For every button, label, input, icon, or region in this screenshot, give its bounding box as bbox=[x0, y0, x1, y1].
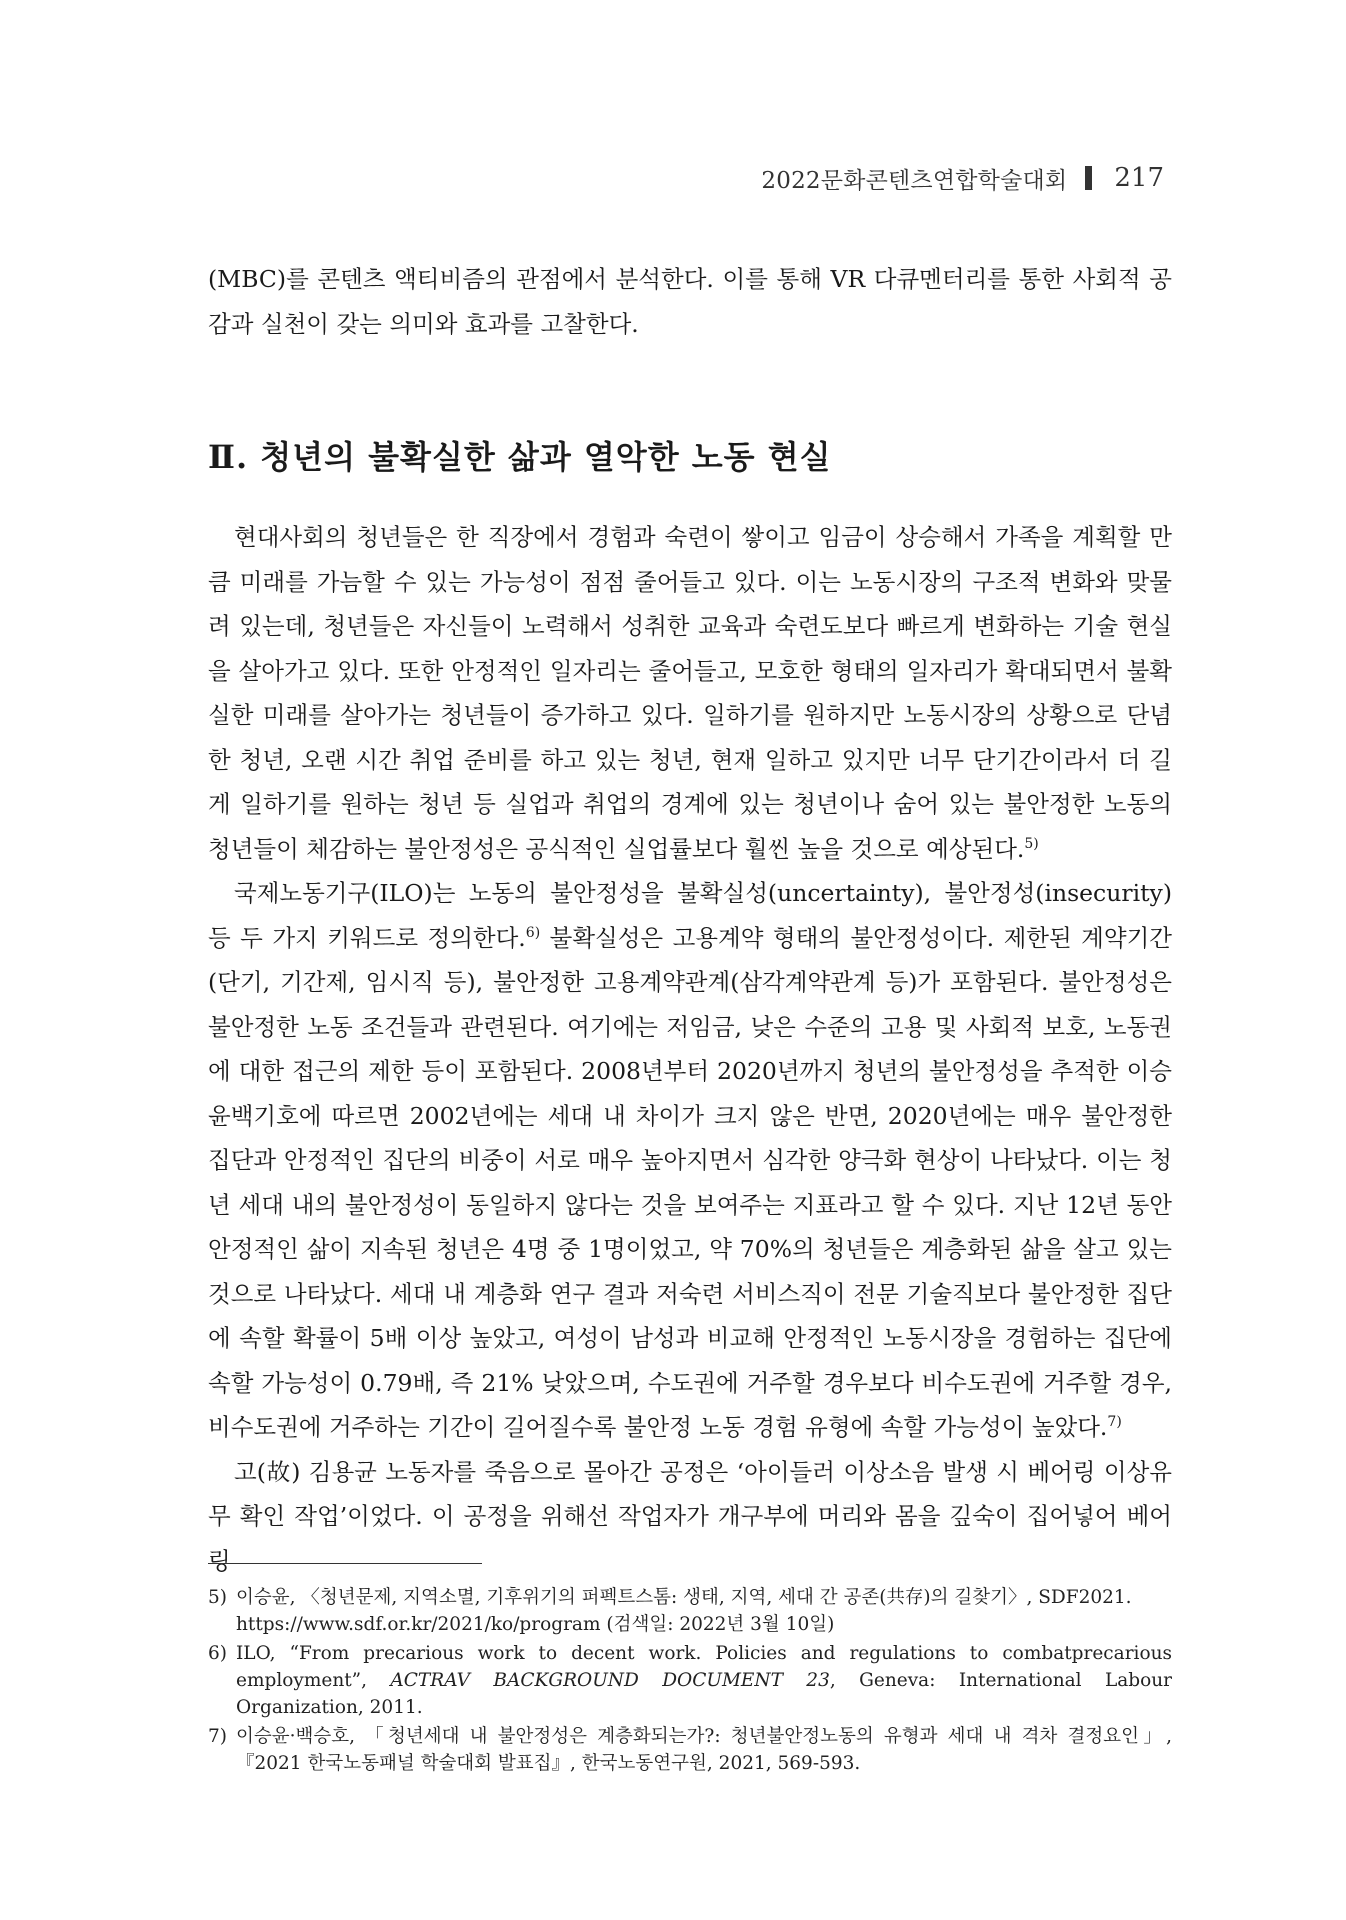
footnote-number: 6) bbox=[208, 1643, 227, 1664]
footnote-separator bbox=[208, 1563, 482, 1564]
footnote-document-title: ACTRAV BACKGROUND DOCUMENT 23 bbox=[390, 1670, 830, 1691]
intro-paragraph-block bbox=[208, 257, 1172, 346]
footnote-6 bbox=[208, 1640, 1172, 1721]
paragraph-text: 현대사회의 청년들은 한 직장에서 경험과 숙련이 쌓이고 임금이 상승해서 가족을 계획할 만큼 미래를 가늠할 수 있는 가능성이 점점 줄어들고 있다. 이는 노동시장의 구조적 변화와 맞물려 있는데, 청년들은 자신들이 노력해서 성취한 교육과 숙련도보다 빠르게 변화하는 기술 현실을 살아가고 있다. 또한 안정적인 일자리는 줄어들고, 모호한 형태의 일자리가 확대되면서 불확실한 미래를 살아가는 청년들이 증가하고 있다. 일하기를 원하지만 노동시장의 상황으로 단념한 청년, 오랜 시간 취업 준비를 하고 있는 청년, 현재 일하고 있지만 너무 단기간이라서 더 길게 일하기를 원하는 청년 등 실업과 취업의 경계에 있는 청년이나 숨어 있는 불안정한 노동의 청년들이 체감하는 불안정성은 공식적인 실업률보다 훨씬 높을 것으로 예상된다. bbox=[208, 523, 1172, 863]
footnote-ref-6: 6) bbox=[525, 924, 541, 941]
footnote-number: 5) bbox=[208, 1587, 227, 1608]
header-divider bbox=[1085, 166, 1092, 190]
footnote-number: 7) bbox=[208, 1726, 227, 1747]
running-header bbox=[761, 158, 1164, 198]
footnote-7 bbox=[208, 1723, 1172, 1777]
body-paragraph-2 bbox=[208, 871, 1172, 1450]
intro-paragraph: (MBC)를 콘텐츠 액티비즘의 관점에서 분석한다. 이를 통해 VR 다큐멘터리를 통한 사회적 공감과 실천이 갖는 의미와 효과를 고찰한다. bbox=[208, 265, 1172, 338]
footnote-link: https://www.sdf.or.kr/2021/ko/program (검색일: 2022년 3월 10일) bbox=[236, 1614, 835, 1635]
footnotes bbox=[208, 1584, 1172, 1779]
body-paragraph-1 bbox=[208, 515, 1172, 871]
section-title: Ⅱ. 청년의 불확실한 삶과 열악한 노동 현실 bbox=[208, 438, 832, 476]
footnote-text: 이승윤, 〈청년문제, 지역소멸, 기후위기의 퍼펙트스톰: 생태, 지역, 세대 간 공존(共存)의 길찾기〉, SDF2021. bbox=[236, 1587, 1132, 1608]
footnote-text: 이승윤·백승호, 「청년세대 내 불안정성은 계층화되는가?: 청년불안정노동의 유형과 세대 내 격차 결정요인」, bbox=[236, 1726, 1172, 1747]
footnote-5 bbox=[208, 1584, 1172, 1638]
body-text bbox=[208, 515, 1172, 1583]
footnote-text: 『2021 한국노동패널 학술대회 발표집』, 한국노동연구원, 2021, 569-593. bbox=[236, 1753, 861, 1774]
page-number: 217 bbox=[1114, 163, 1164, 193]
paragraph-text: 국제노동기구(ILO)는 노동의 불안정성을 불확실성(uncertainty), 불안정성(insecurity) 등 두 가지 키워드로 정의한다. bbox=[208, 879, 1172, 952]
footnote-ref-7: 7) bbox=[1107, 1414, 1122, 1431]
footnote-text: , Geneva: International Labour Organization, 2011. bbox=[236, 1670, 1173, 1718]
footnote-ref-5: 5) bbox=[1024, 835, 1039, 852]
footnote-text: ILO, “From precarious work to decent work. Policies and regulations to combatprecarious employment”, bbox=[236, 1643, 1172, 1691]
body-paragraph-3: 고(故) 김용균 노동자를 죽음으로 몰아간 공정은 ‘아이들러 이상소음 발생 시 베어링 이상유무 확인 작업’이었다. 이 공정을 위해선 작업자가 개구부에 머리와 몸을 깊숙이 집어넣어 베어링 bbox=[208, 1457, 1172, 1575]
conference-name: 2022문화콘텐츠연합학술대회 bbox=[761, 167, 1068, 194]
paragraph-text: 불확실성은 고용계약 형태의 불안정성이다. 제한된 계약기간(단기, 기간제, 임시직 등), 불안정한 고용계약관계(삼각계약관계 등)가 포함된다. 불안정성은 불안정한 노동 조건들과 관련된다. 여기에는 저임금, 낮은 수준의 고용 및 사회적 보호, 노동권에 대한 접근의 제한 등이 포함된다. 2008년부터 2020년까지 청년의 불안정성을 추적한 이승윤백기호에 따르면 2002년에는 세대 내 차이가 크지 않은 반면, 2020년에는 매우 불안정한 집단과 안정적인 집단의 비중이 서로 매우 높아지면서 심각한 양극화 현상이 나타났다. 이는 청년 세대 내의 불안정성이 동일하지 않다는 것을 보여주는 지표라고 할 수 있다. 지난 12년 동안 안정적인 삶이 지속된 청년은 4명 중 1명이었고, 약 70%의 청년들은 계층화된 삶을 살고 있는 것으로 나타났다. 세대 내 계층화 연구 결과 저숙련 서비스직이 전문 기술직보다 불안정한 집단에 속할 확률이 5배 이상 높았고, 여성이 남성과 비교해 안정적인 노동시장을 경험하는 집단에 속할 가능성이 0.79배, 즉 21% 낮았으며, 수도권에 거주할 경우보다 비수도권에 거주할 경우, 비수도권에 거주하는 기간이 길어질수록 불안정 노동 경험 유형에 속할 가능성이 높았다. bbox=[208, 923, 1172, 1441]
